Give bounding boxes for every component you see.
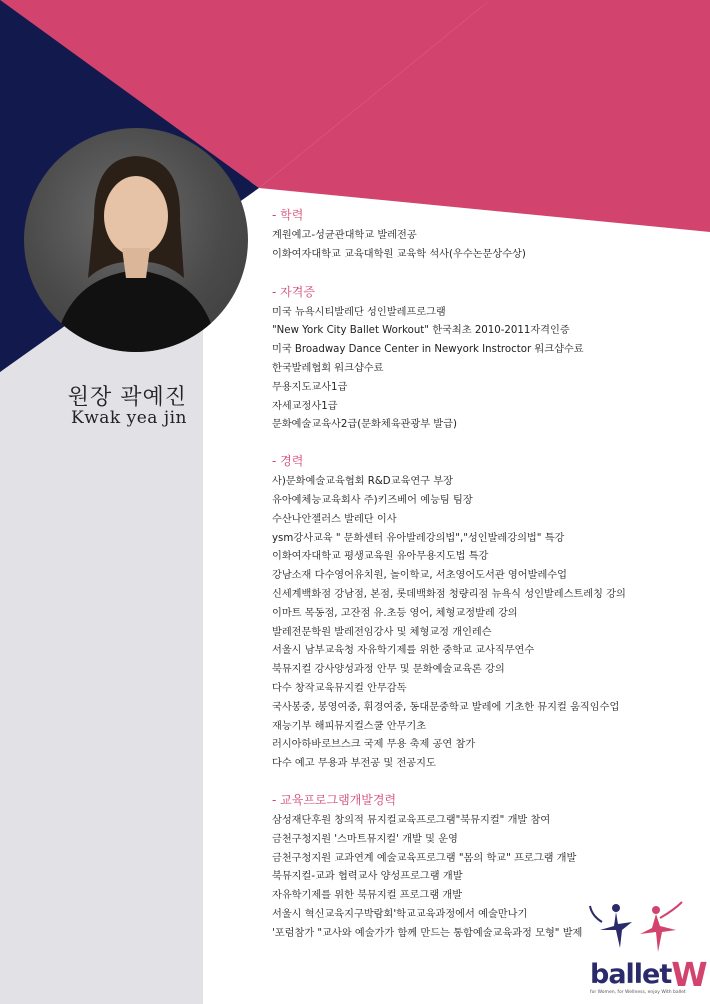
list-item: ysm강사교육 " 문화센터 유아발레강의법","성인발레강의법" 특강 xyxy=(272,532,565,544)
list-item: 미국 뉴욕시티발레단 성인발레프로그램 xyxy=(272,306,446,318)
list-item: 미국 Broadway Dance Center in Newyork Instroctor 워크샵수료 xyxy=(272,344,584,356)
list-item: "New York City Ballet Workout" 한국최초 2010-2011자격인증 xyxy=(272,325,570,337)
logo-tagline: for Women, for Wellness, enjoy With ballet xyxy=(590,990,686,995)
list-item: 러시아하바로브스크 국제 무용 축제 공연 참가 xyxy=(272,739,476,751)
name-korean: 원장 곽예진 xyxy=(67,385,187,410)
list-item: 신세계백화점 강남점, 본점, 롯데백화점 청량리점 뉴욕식 성인발레스트레칭 강의 xyxy=(272,588,626,600)
list-item: 강남소재 다수영어유치원, 놀이학교, 서초영어도서관 영어발레수업 xyxy=(272,570,567,582)
list-item: 서울시 남부교육청 자유학기제를 위한 중학교 교사직무연수 xyxy=(272,645,535,657)
list-item: 이화여자대학교 교육대학원 교육학 석사(우수논문상수상) xyxy=(272,248,526,260)
name-english: Kwak yea jin xyxy=(71,408,187,428)
section-title: - 경력 xyxy=(272,454,304,469)
list-item: 계원예고-성균관대학교 발레전공 xyxy=(272,230,417,241)
list-item: 삼성재단후원 창의적 뮤지컬교육프로그램"북뮤지컬" 개발 참여 xyxy=(272,814,551,826)
balletw-logo xyxy=(586,900,707,1004)
list-item: 자세교정사1급 xyxy=(272,400,338,412)
list-item: 국사봉중, 봉영여중, 휘경여중, 동대문중학교 발레에 기초한 뮤지컬 움직임수업 xyxy=(272,701,620,713)
list-item: 발레전문학원 발레전임강사 및 체형교정 개인레슨 xyxy=(272,626,492,638)
face-shape xyxy=(104,176,168,256)
list-item: 한국발레협회 워크샵수료 xyxy=(272,362,384,374)
logo-wordmark: balletW xyxy=(590,955,707,994)
list-item: 서울시 혁신교육지구박람회'학교교육과정에서 예술만나기 xyxy=(272,908,528,920)
section-career xyxy=(272,452,702,774)
list-item: 북뮤지컬-교과 협력교사 양성프로그램 개발 xyxy=(272,871,463,883)
list-item: 다수 예고 무용과 부전공 및 전공지도 xyxy=(272,758,436,770)
section-certifications xyxy=(272,283,702,436)
profile-photo xyxy=(24,128,248,352)
section-title: - 학력 xyxy=(272,208,304,222)
dancers-icon xyxy=(586,900,704,960)
list-item: 북뮤지컬 강사양성과정 안무 및 문화예술교육론 강의 xyxy=(272,664,505,676)
list-item: 이마트 목동점, 고잔점 유.초등 영어, 체형교정발레 강의 xyxy=(272,607,518,619)
body-shape xyxy=(54,270,218,352)
list-item: 금천구청지원 '스마트뮤지컬' 개발 및 운영 xyxy=(272,833,458,845)
list-item: 유아예체능교육회사 주)키즈베어 예능팀 팀장 xyxy=(272,494,473,506)
list-item: 문화예술교육사2급(문화체육관광부 발급) xyxy=(272,419,457,431)
resume-content xyxy=(272,206,702,961)
list-item: 자유학기제를 위한 북뮤지컬 프로그램 개발 xyxy=(272,890,463,902)
list-item: 사)문화예술교육협회 R&D교육연구 부장 xyxy=(272,476,453,488)
section-education xyxy=(272,206,702,265)
neck-shape xyxy=(122,248,150,278)
list-item: 수산나안젤러스 발레단 이사 xyxy=(272,513,397,525)
list-item: 금천구청지원 교과연계 예술교육프로그램 "몸의 학교" 프로그램 개발 xyxy=(272,852,577,864)
list-item: 다수 창작교육뮤지컬 안무감독 xyxy=(272,682,407,694)
list-item: '포럼참가 "교사와 예술가가 함께 만드는 통합예술교육과정 모형" 발제 xyxy=(272,927,583,939)
section-title: - 자격증 xyxy=(272,284,315,299)
list-item: 무용지도교사1급 xyxy=(272,381,348,393)
list-item: 이화여자대학교 평생교육원 유아무용지도법 특강 xyxy=(272,551,489,563)
list-item: 재능기부 해피뮤지컬스쿨 안무기초 xyxy=(272,720,427,732)
section-title: - 교육프로그램개발경력 xyxy=(272,792,397,807)
